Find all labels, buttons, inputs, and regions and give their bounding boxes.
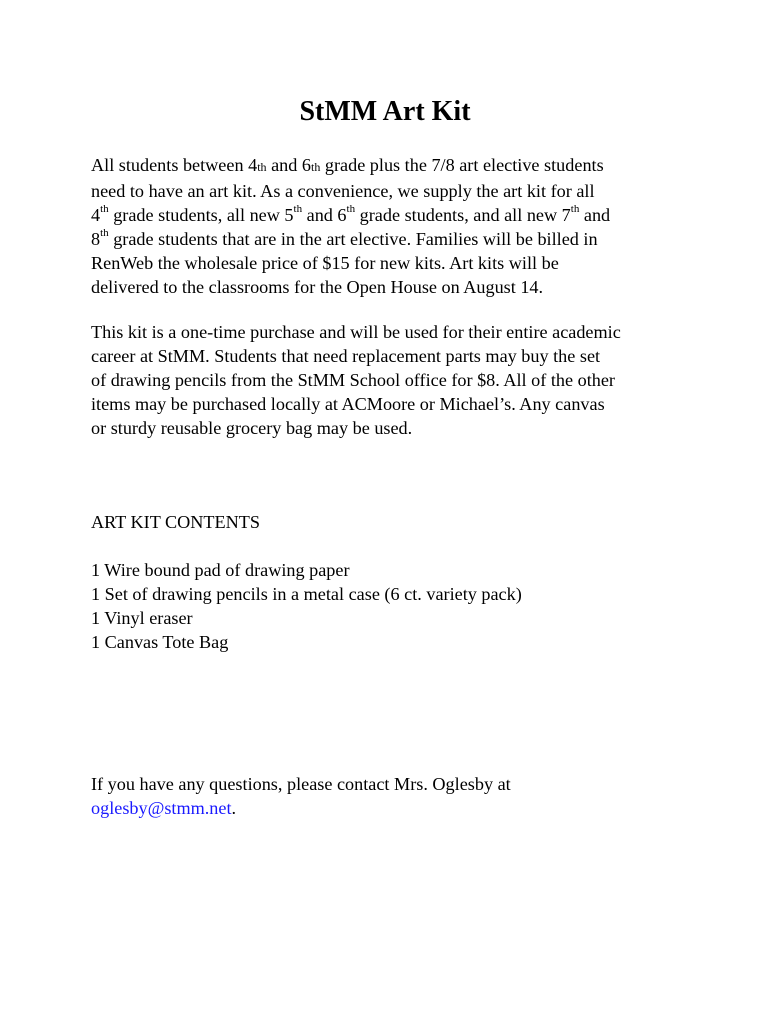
intro-line-1: All students between 4th and 6th grade plus the 7/8 art elective students bbox=[91, 155, 604, 175]
contents-list bbox=[91, 558, 691, 654]
purchase-paragraph bbox=[91, 320, 691, 440]
purchase-line-4: items may be purchased locally at ACMoore or Michael’s. Any canvas bbox=[91, 394, 605, 414]
email-link[interactable]: oglesby@stmm.net bbox=[91, 798, 232, 818]
contents-heading: ART KIT CONTENTS bbox=[91, 512, 260, 532]
contact-paragraph bbox=[91, 772, 691, 820]
list-item: 1 Canvas Tote Bag bbox=[91, 632, 229, 652]
list-item: 1 Wire bound pad of drawing paper bbox=[91, 560, 350, 580]
purchase-line-1: This kit is a one-time purchase and will be used for their entire academic bbox=[91, 322, 621, 342]
intro-paragraph bbox=[91, 153, 691, 299]
purchase-line-5: or sturdy reusable grocery bag may be used. bbox=[91, 418, 413, 438]
intro-line-3: 4th grade students, all new 5th and 6th grade students, and all new 7th and bbox=[91, 202, 611, 225]
contact-text: If you have any questions, please contact Mrs. Oglesby at bbox=[91, 774, 511, 794]
intro-line-6: delivered to the classrooms for the Open House on August 14. bbox=[91, 277, 544, 297]
document-title: StMM Art Kit bbox=[299, 96, 471, 127]
intro-line-4: 8th grade students that are in the art elective. Families will be billed in bbox=[91, 226, 598, 249]
intro-line-2: need to have an art kit. As a convenience, we supply the art kit for all bbox=[91, 181, 595, 201]
list-item: 1 Set of drawing pencils in a metal case (6 ct. variety pack) bbox=[91, 584, 522, 604]
purchase-line-3: of drawing pencils from the StMM School office for $8. All of the other bbox=[91, 370, 615, 390]
contact-period: . bbox=[231, 798, 237, 818]
list-item: 1 Vinyl eraser bbox=[91, 608, 193, 628]
intro-line-5: RenWeb the wholesale price of $15 for new kits. Art kits will be bbox=[91, 253, 559, 273]
contact-email-line bbox=[91, 796, 691, 820]
purchase-line-2: career at StMM. Students that need replacement parts may buy the set bbox=[91, 346, 601, 366]
